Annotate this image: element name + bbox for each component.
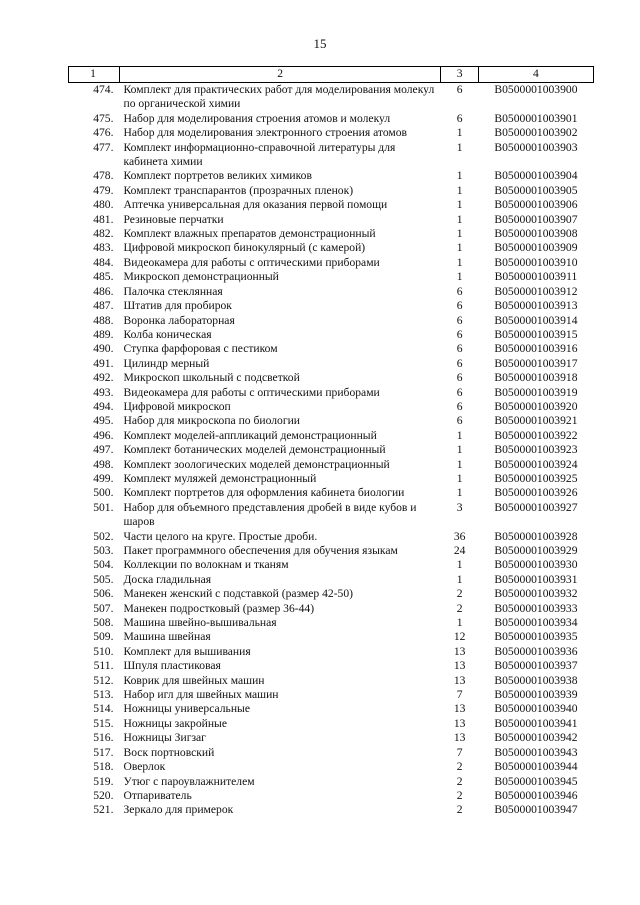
item-name: Шпуля пластиковая: [123, 659, 221, 673]
item-code: B0500001003904: [494, 169, 578, 183]
item-code: B0500001003942: [494, 731, 578, 745]
item-code: B0500001003926: [494, 486, 578, 500]
equipment-table: [68, 66, 594, 818]
item-code: B0500001003900: [494, 83, 578, 96]
item-quantity: 1: [456, 558, 463, 572]
column-header-3: 3: [441, 67, 479, 83]
item-name: Комплект транспарантов (прозрачных пленок): [123, 183, 354, 197]
item-name: Манекен подростковый (размер 36-44): [123, 601, 315, 615]
item-quantity: 2: [456, 587, 463, 601]
item-code: B0500001003932: [494, 587, 578, 601]
item-name: Комплект портретов великих химиков: [123, 169, 312, 183]
page-number: 15: [313, 36, 327, 51]
item-quantity: 13: [453, 673, 466, 687]
row-number: 495.: [93, 414, 114, 428]
row-number: 500.: [93, 486, 114, 500]
item-code: B0500001003931: [494, 572, 578, 586]
table-row: [69, 645, 594, 659]
table-row: [69, 659, 594, 673]
item-code: B0500001003908: [494, 227, 578, 241]
table-row: [69, 342, 594, 356]
item-quantity: 1: [456, 457, 463, 471]
item-code: B0500001003911: [494, 270, 578, 284]
item-code: B0500001003929: [494, 544, 578, 557]
item-quantity: 6: [456, 385, 463, 399]
table-row: [69, 241, 594, 255]
table-row: [69, 472, 594, 486]
item-quantity: 1: [456, 471, 463, 485]
column-header-2: 2: [119, 67, 440, 83]
row-number: 501.: [93, 500, 114, 514]
item-code: B0500001003935: [494, 630, 578, 644]
item-quantity: 1: [456, 428, 463, 442]
row-number: 518.: [93, 760, 114, 774]
row-number: 519.: [93, 774, 114, 788]
item-code: B0500001003946: [494, 788, 578, 802]
item-name: Видеокамера для работы с оптическими приборами: [123, 385, 380, 399]
item-name: Палочка стеклянная: [123, 284, 223, 298]
item-code: B0500001003916: [494, 342, 578, 356]
item-code: B0500001003915: [494, 327, 578, 341]
item-name: Видеокамера для работы с оптическими приборами: [123, 255, 380, 269]
item-quantity: 1: [456, 212, 463, 226]
row-number: 487.: [93, 299, 114, 313]
item-name: Набор для моделирования строения атомов и молекул: [123, 111, 391, 125]
item-code: B0500001003938: [494, 673, 578, 687]
item-code: B0500001003905: [494, 183, 578, 197]
item-code: B0500001003921: [494, 414, 578, 428]
row-number: 515.: [93, 716, 114, 730]
item-quantity: 6: [456, 356, 463, 370]
row-number: 486.: [93, 284, 114, 298]
item-quantity: 1: [456, 443, 463, 457]
row-number: 489.: [93, 327, 114, 341]
item-quantity: 1: [456, 140, 463, 154]
item-name: Комплект портретов для оформления кабинета биологии: [123, 486, 405, 500]
table-row: [69, 803, 594, 817]
item-code: B0500001003910: [494, 255, 578, 269]
item-name: Машина швейно-вышивальная: [123, 616, 277, 630]
item-code: B0500001003936: [494, 644, 578, 658]
item-quantity: 1: [456, 183, 463, 197]
item-quantity: 6: [456, 313, 463, 327]
table-row: [69, 141, 594, 170]
row-number: 485.: [93, 270, 114, 284]
table-row: [69, 587, 594, 601]
row-number: 499.: [93, 471, 114, 485]
item-quantity: 6: [456, 399, 463, 413]
row-number: 493.: [93, 385, 114, 399]
item-quantity: 2: [456, 774, 463, 788]
row-number: 516.: [93, 731, 114, 745]
item-quantity: 7: [456, 745, 463, 759]
row-number: 479.: [93, 183, 114, 197]
item-name: Зеркало для примерок: [123, 803, 234, 817]
row-number: 506.: [93, 587, 114, 601]
table-row: [69, 544, 594, 558]
item-quantity: 6: [456, 299, 463, 313]
item-name: Пакет программного обеспечения для обучения языкам: [123, 544, 398, 557]
item-name: Микроскоп школьный с подсветкой: [123, 371, 300, 385]
row-number: 484.: [93, 255, 114, 269]
row-number: 504.: [93, 558, 114, 572]
item-name: Утюг с пароувлажнителем: [123, 774, 255, 788]
item-name: Набор для объемного представления дробей в виде кубов и шаров: [123, 500, 417, 529]
item-code: B0500001003925: [494, 471, 578, 485]
item-code: B0500001003947: [494, 803, 578, 817]
table-row: [69, 299, 594, 313]
item-name: Аптечка универсальная для оказания первой помощи: [123, 198, 388, 212]
item-quantity: 1: [456, 616, 463, 630]
row-number: 494.: [93, 399, 114, 413]
table-row: [69, 702, 594, 716]
item-name: Набор игл для швейных машин: [123, 688, 279, 702]
item-name: Воронка лабораторная: [123, 313, 235, 327]
item-quantity: 1: [456, 486, 463, 500]
item-name: Манекен женский с подставкой (размер 42-50): [123, 587, 354, 601]
item-name: Комплект для вышивания: [123, 644, 251, 658]
row-number: 505.: [93, 572, 114, 586]
table-row: [69, 775, 594, 789]
item-name: Коврик для швейных машин: [123, 673, 265, 687]
item-quantity: 24: [453, 544, 466, 557]
row-number: 497.: [93, 443, 114, 457]
row-number: 490.: [93, 342, 114, 356]
item-code: B0500001003913: [494, 299, 578, 313]
item-code: B0500001003906: [494, 198, 578, 212]
item-quantity: 1: [456, 169, 463, 183]
table-row: [69, 328, 594, 342]
item-quantity: 13: [453, 659, 466, 673]
item-name: Части целого на круге. Простые дроби.: [123, 529, 318, 543]
table-row: [69, 357, 594, 371]
table-row: [69, 616, 594, 630]
row-number: 498.: [93, 457, 114, 471]
table-row: [69, 717, 594, 731]
row-number: 511.: [93, 659, 114, 673]
table-row: [69, 674, 594, 688]
item-quantity: 6: [456, 111, 463, 125]
item-quantity: 1: [456, 227, 463, 241]
item-name: Ножницы универсальные: [123, 702, 250, 716]
item-name: Цифровой микроскоп бинокулярный (с камерой): [123, 241, 366, 255]
item-quantity: 2: [456, 760, 463, 774]
row-number: 513.: [93, 688, 114, 702]
item-name: Машина швейная: [123, 630, 211, 644]
row-number: 481.: [93, 212, 114, 226]
item-code: B0500001003912: [494, 284, 578, 298]
item-quantity: 6: [456, 83, 463, 96]
table-row: [69, 184, 594, 198]
item-name: Комплект зоологических моделей демонстрационный: [123, 457, 390, 471]
item-name: Воск портновский: [123, 745, 215, 759]
item-name: Резиновые перчатки: [123, 212, 224, 226]
item-name: Отпариватель: [123, 788, 192, 802]
item-quantity: 1: [456, 255, 463, 269]
item-name: Цилиндр мерный: [123, 356, 210, 370]
table-row: [69, 443, 594, 457]
row-number: 492.: [93, 371, 114, 385]
table-row: [69, 285, 594, 299]
item-name: Комплект информационно-справочной литературы для кабинета химии: [123, 140, 396, 169]
row-number: 509.: [93, 630, 114, 644]
item-quantity: 1: [456, 241, 463, 255]
item-name: Цифровой микроскоп: [123, 399, 231, 413]
table-row: [69, 414, 594, 428]
item-code: B0500001003917: [494, 356, 578, 370]
item-code: B0500001003922: [494, 428, 578, 442]
item-quantity: 13: [453, 731, 466, 745]
table-row: [69, 530, 594, 544]
item-name: Комплект влажных препаратов демонстрационный: [123, 227, 376, 241]
row-number: 476.: [93, 126, 114, 140]
item-name: Набор для моделирования электронного строения атомов: [123, 126, 408, 140]
item-quantity: 6: [456, 342, 463, 356]
item-quantity: 1: [456, 572, 463, 586]
item-quantity: 3: [456, 500, 463, 514]
item-name: Коллекции по волокнам и тканям: [123, 558, 289, 572]
table-row: [69, 573, 594, 587]
row-number: 517.: [93, 745, 114, 759]
item-quantity: 36: [453, 529, 466, 543]
item-code: B0500001003924: [494, 457, 578, 471]
row-number: 482.: [93, 227, 114, 241]
table-row: [69, 486, 594, 500]
row-number: 503.: [93, 544, 114, 557]
table-row: [69, 371, 594, 385]
item-code: B0500001003944: [494, 760, 578, 774]
item-quantity: 1: [456, 198, 463, 212]
item-name: Комплект для практических работ для моделирования молекул по органической химии: [123, 83, 435, 111]
table-row: [69, 602, 594, 616]
item-code: B0500001003923: [494, 443, 578, 457]
row-number: 502.: [93, 529, 114, 543]
row-number: 475.: [93, 111, 114, 125]
table-row: [69, 400, 594, 414]
item-name: Микроскоп демонстрационный: [123, 270, 279, 284]
item-code: B0500001003907: [494, 212, 578, 226]
row-number: 480.: [93, 198, 114, 212]
item-quantity: 2: [456, 803, 463, 817]
item-name: Ножницы Зигзаг: [123, 731, 206, 745]
item-name: Штатив для пробирок: [123, 299, 232, 313]
item-quantity: 1: [456, 270, 463, 284]
item-quantity: 13: [453, 716, 466, 730]
item-code: B0500001003941: [494, 716, 578, 730]
row-number: 510.: [93, 644, 114, 658]
item-code: B0500001003937: [494, 659, 578, 673]
item-name: Комплект ботанических моделей демонстрационный: [123, 443, 386, 457]
item-code: B0500001003902: [494, 126, 578, 140]
item-name: Колба коническая: [123, 327, 212, 341]
table-row: [69, 83, 594, 112]
item-quantity: 7: [456, 688, 463, 702]
table-row: [69, 630, 594, 644]
table-header-row: [69, 67, 594, 83]
table-row: [69, 458, 594, 472]
table-row: [69, 746, 594, 760]
column-header-1: 1: [69, 67, 120, 83]
item-quantity: 2: [456, 788, 463, 802]
item-code: B0500001003901: [494, 111, 578, 125]
table-row: [69, 731, 594, 745]
table-row: [69, 429, 594, 443]
item-quantity: 12: [453, 630, 466, 644]
table-row: [69, 760, 594, 774]
item-code: B0500001003940: [494, 702, 578, 716]
table-row: [69, 256, 594, 270]
table-row: [69, 227, 594, 241]
item-quantity: 13: [453, 644, 466, 658]
item-code: B0500001003918: [494, 371, 578, 385]
item-name: Доска гладильная: [123, 572, 212, 586]
item-code: B0500001003933: [494, 601, 578, 615]
row-number: 474.: [93, 83, 114, 96]
item-name: Комплект моделей-аппликаций демонстрационный: [123, 428, 377, 442]
item-name: Оверлок: [123, 760, 166, 774]
item-quantity: 2: [456, 601, 463, 615]
item-code: B0500001003927: [494, 500, 578, 514]
item-code: B0500001003914: [494, 313, 578, 327]
item-code: B0500001003930: [494, 558, 578, 572]
item-quantity: 6: [456, 327, 463, 341]
item-quantity: 13: [453, 702, 466, 716]
table-row: [69, 688, 594, 702]
row-number: 521.: [93, 803, 114, 817]
item-name: Комплект муляжей демонстрационный: [123, 471, 317, 485]
table-row: [69, 169, 594, 183]
row-number: 491.: [93, 356, 114, 370]
table-row: [69, 789, 594, 803]
item-name: Набор для микроскопа по биологии: [123, 414, 300, 428]
table-row: [69, 386, 594, 400]
item-code: B0500001003920: [494, 399, 578, 413]
row-number: 508.: [93, 616, 114, 630]
row-number: 478.: [93, 169, 114, 183]
row-number: 520.: [93, 788, 114, 802]
row-number: 512.: [93, 673, 114, 687]
table-row: [69, 126, 594, 140]
row-number: 477.: [93, 140, 114, 154]
item-code: B0500001003928: [494, 529, 578, 543]
table-row: [69, 314, 594, 328]
item-code: B0500001003919: [494, 385, 578, 399]
item-quantity: 6: [456, 284, 463, 298]
item-quantity: 1: [456, 126, 463, 140]
table-row: [69, 198, 594, 212]
item-code: B0500001003943: [494, 745, 578, 759]
item-quantity: 6: [456, 371, 463, 385]
item-name: Ступка фарфоровая с пестиком: [123, 342, 278, 356]
item-quantity: 6: [456, 414, 463, 428]
table-row: [69, 112, 594, 126]
row-number: 496.: [93, 428, 114, 442]
item-code: B0500001003939: [494, 688, 578, 702]
table-row: [69, 270, 594, 284]
table-row: [69, 501, 594, 530]
item-code: B0500001003909: [494, 241, 578, 255]
item-code: B0500001003903: [494, 140, 578, 154]
row-number: 483.: [93, 241, 114, 255]
row-number: 514.: [93, 702, 114, 716]
row-number: 488.: [93, 313, 114, 327]
row-number: 507.: [93, 601, 114, 615]
item-code: B0500001003934: [494, 616, 578, 630]
item-code: B0500001003945: [494, 774, 578, 788]
table-row: [69, 213, 594, 227]
column-header-4: 4: [478, 67, 593, 83]
table-row: [69, 558, 594, 572]
item-name: Ножницы закройные: [123, 716, 227, 730]
